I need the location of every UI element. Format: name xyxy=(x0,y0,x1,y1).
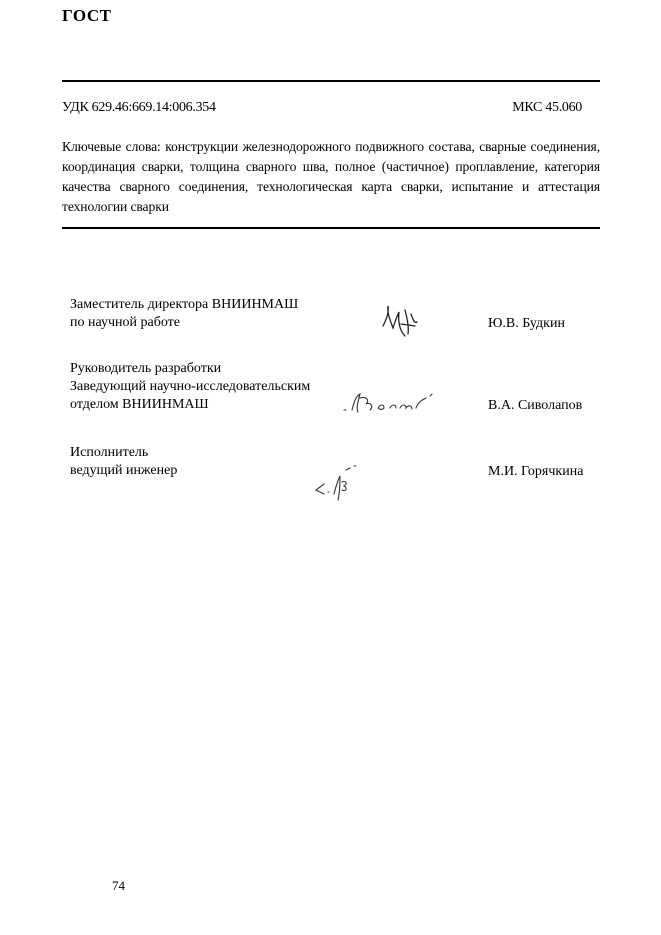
signatory-name: В.А. Сиволапов xyxy=(488,398,583,413)
handwritten-signature xyxy=(310,460,370,511)
handwritten-signature xyxy=(340,388,450,424)
udk-code: УДК 629.46:669.14:006.354 xyxy=(62,100,216,115)
role-line: по научной работе xyxy=(70,315,180,330)
keywords-paragraph: Ключевые слова: конструкции железнодорожного подвижного состава, сварные соединения, координация сварки, толщина сварного шва, полное (частичное) проплавление, категория качества сварного соединения, технологическая карта сварки, испытание и аттестация технологии сварки xyxy=(62,139,600,214)
top-divider xyxy=(62,80,600,82)
handwritten-signature xyxy=(375,296,425,352)
page-number: 74 xyxy=(112,878,125,893)
role-line: Заведующий научно-исследовательским xyxy=(70,379,311,394)
role-line: отделом ВНИИНМАШ xyxy=(70,397,209,412)
role-line: ведущий инженер xyxy=(70,463,178,478)
mks-code: МКС 45.060 xyxy=(512,100,582,115)
signatory-name: М.И. Горячкина xyxy=(488,464,584,479)
signatory-role xyxy=(70,296,400,332)
signatory-name: Ю.В. Будкин xyxy=(488,316,565,331)
role-line: Руководитель разработки xyxy=(70,361,222,376)
role-line: Заместитель директора ВНИИНМАШ xyxy=(70,297,299,312)
role-line: Исполнитель xyxy=(70,445,149,460)
document-header-title: ГОСТ xyxy=(62,6,112,25)
bottom-divider xyxy=(62,227,600,229)
